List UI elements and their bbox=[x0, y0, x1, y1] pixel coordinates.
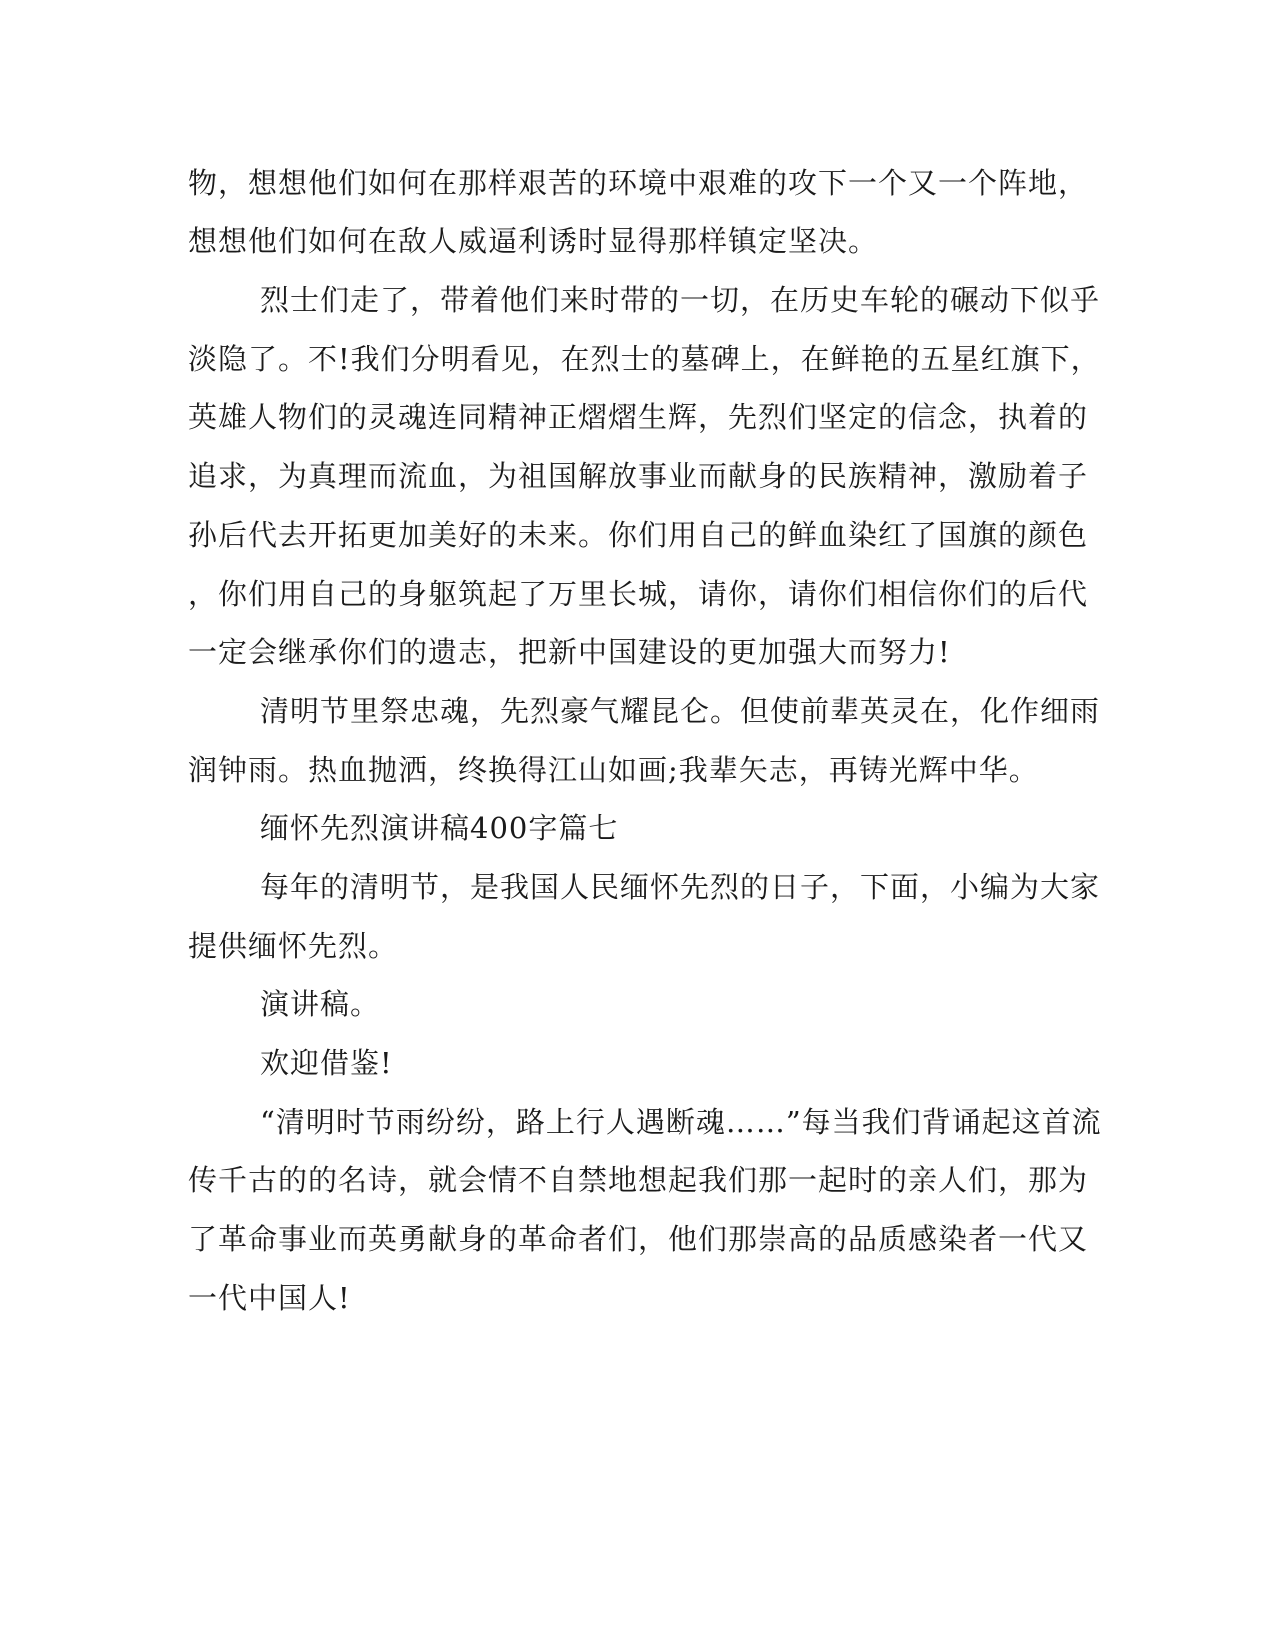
text-line: 润钟雨。热血抛洒，终换得江山如画;我辈矢志，再铸光辉中华。 bbox=[188, 753, 1039, 787]
paragraph-start-line: “清明时节雨纷纷，路上行人遇断魂……”每当我们背诵起这首流 bbox=[260, 1105, 1102, 1139]
paragraph-start-line: 演讲稿。 bbox=[260, 987, 381, 1021]
paragraph-start-line: 清明节里祭忠魂，先烈豪气耀昆仑。但使前辈英灵在，化作细雨 bbox=[260, 694, 1101, 728]
text-line: ，你们用自己的身躯筑起了万里长城，请你，请你们相信你们的后代 bbox=[188, 577, 1089, 611]
text-line: 一代中国人! bbox=[188, 1281, 351, 1315]
paragraph-start-line: 每年的清明节，是我国人民缅怀先烈的日子，下面，小编为大家 bbox=[260, 870, 1101, 904]
text-line: 淡隐了。不!我们分明看见，在烈士的墓碑上，在鲜艳的五星红旗下， bbox=[188, 342, 1101, 376]
text-line: 物，想想他们如何在那样艰苦的环境中艰难的攻下一个又一个阵地， bbox=[188, 166, 1089, 200]
paragraph-start-line: 欢迎借鉴! bbox=[260, 1046, 393, 1080]
text-line: 传千古的的名诗，就会情不自禁地想起我们那一起时的亲人们，那为 bbox=[188, 1163, 1089, 1197]
text-line: 了革命事业而英勇献身的革命者们，他们那崇高的品质感染者一代又 bbox=[188, 1222, 1089, 1256]
text-line: 想想他们如何在敌人威逼利诱时显得那样镇定坚决。 bbox=[188, 224, 879, 258]
paragraph-start-line: 烈士们走了，带着他们来时带的一切，在历史车轮的碾动下似乎 bbox=[260, 283, 1101, 317]
text-line: 追求，为真理而流血，为祖国解放事业而献身的民族精神，激励着子 bbox=[188, 459, 1089, 493]
section-heading: 缅怀先烈演讲稿400字篇七 bbox=[260, 811, 619, 845]
text-line: 孙后代去开拓更加美好的未来。你们用自己的鲜血染红了国旗的颜色 bbox=[188, 518, 1089, 552]
text-line: 英雄人物们的灵魂连同精神正熠熠生辉，先烈们坚定的信念，执着的 bbox=[188, 400, 1089, 434]
text-line: 一定会继承你们的遗志，把新中国建设的更加强大而努力! bbox=[188, 635, 951, 669]
text-line: 提供缅怀先烈。 bbox=[188, 929, 399, 963]
